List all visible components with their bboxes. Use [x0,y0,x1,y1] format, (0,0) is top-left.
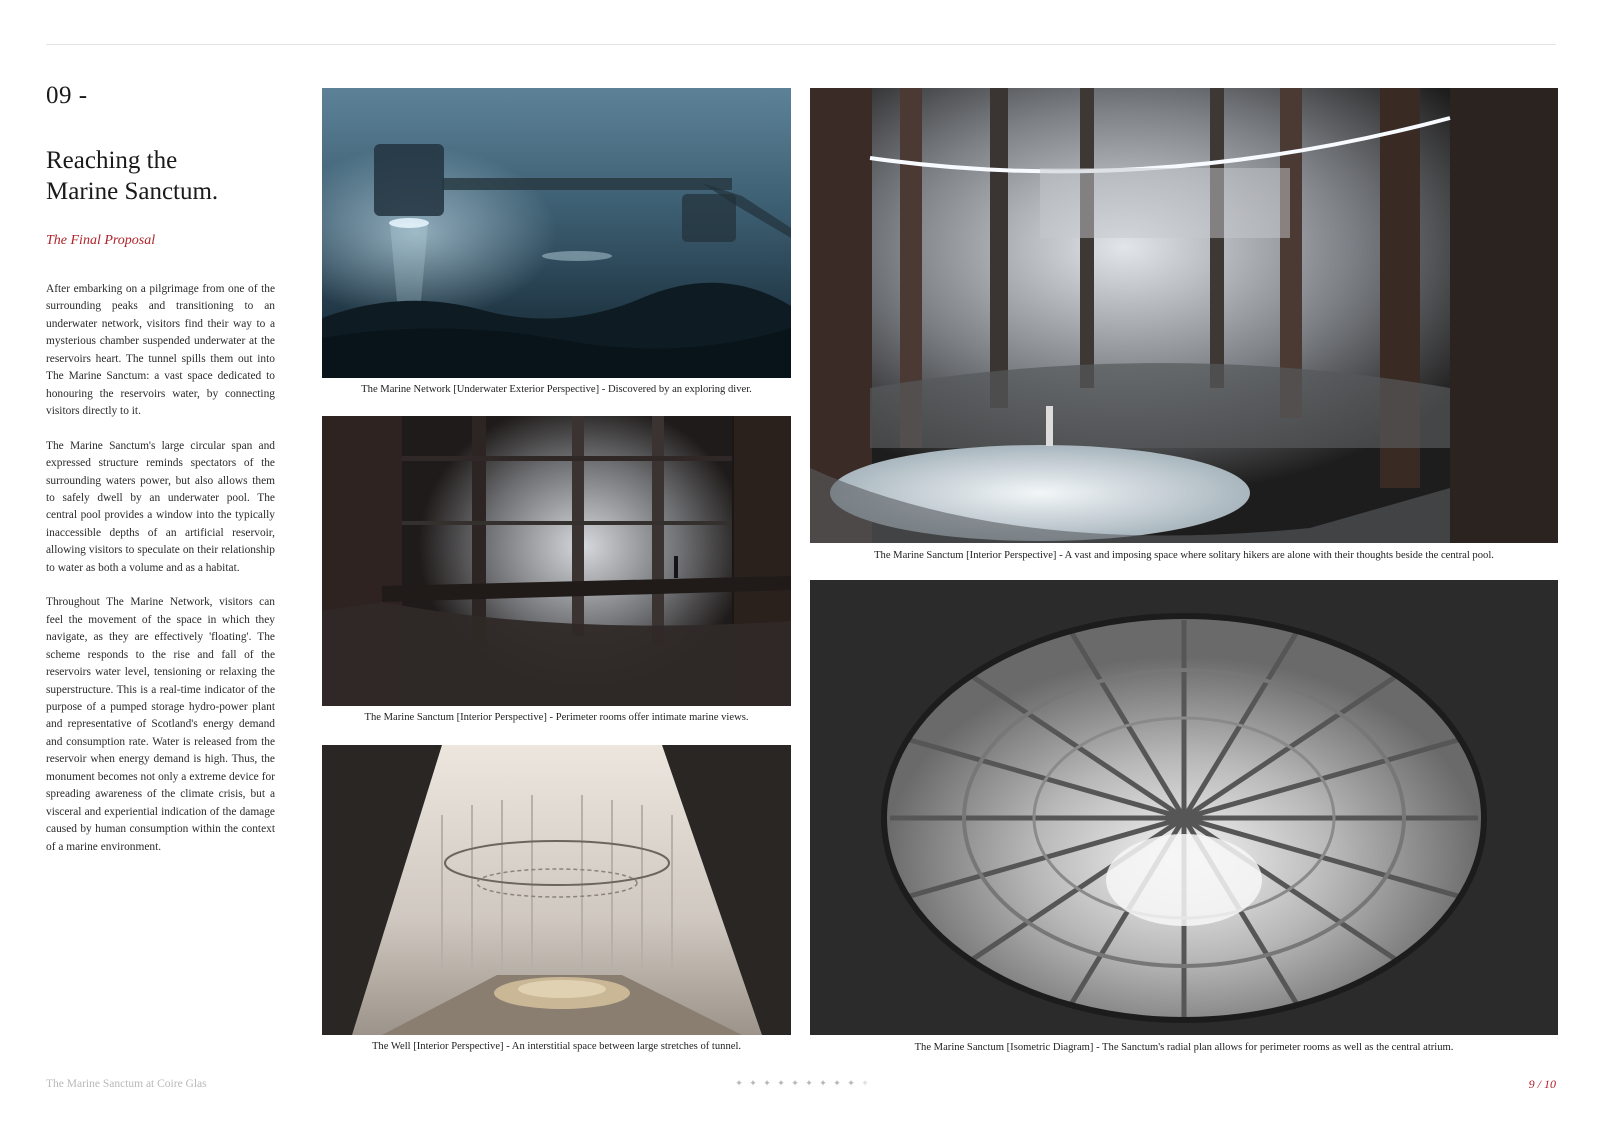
page-dot[interactable]: ✦ [763,1079,771,1089]
page-dot[interactable]: ✦ [833,1079,841,1089]
the-well-image [322,745,791,1035]
caption-perimeter: The Marine Sanctum [Interior Perspective] - Perimeter rooms offer intimate marine views. [364,712,749,723]
title-line-1: Reaching the [46,147,178,174]
paragraph-2: The Marine Sanctum's large circular span and expressed structure reminds spectators of the surrounding waters power, but also allows them to safely dwell by an underwater pool. The central pool provides a window into the typically inaccessible depths of an artificial reservoir, allowing visitors to speculate on their relationship to water as both a volume and as a habitat. [46,439,275,574]
section-title [46,145,218,207]
caption-well: The Well [Interior Perspective] - An interstitial space between large stretches of tunnel. [371,1041,742,1052]
page-number: 9 / 10 [1528,1077,1556,1091]
page-dot[interactable]: ✦ [735,1079,743,1089]
section-number: 09 - [46,82,88,109]
paragraph-1: After embarking on a pilgrimage from one of the surrounding peaks and transitioning to an underwater network, visitors find their way to a mysterious chamber suspended underwater at the reservoirs heart. The tunnel spills them out into The Marine Sanctum: a vast space dedicated to honouring the reservoirs water, by connecting visitors directly to it. [46,283,275,418]
page-dot[interactable]: ✦ [819,1079,827,1089]
sanctum-interior-image [810,88,1558,543]
figure-isometric-diagram [810,580,1558,1060]
paragraph-3: Throughout The Marine Network, visitors can feel the movement of the space in which they navigate, as they are effectively 'floating'. The scheme responds to the rise and fall of the reservoirs water level, tensioning or relaxing the superstructure. This is a real-time indicator of the purpose of a pumped storage hydro-power plant and representative of Scotland's energy demand and consumption rate. Water is released from the reservoir when energy demand is high. Thus, the monument becomes not only a extreme device for spreading awareness of the climate crisis, but a visceral and experiential indication of the damage caused by human consumption within the context of a marine environment. [46,596,275,853]
underwater-exterior-image [322,88,791,378]
figure-underwater-network [322,88,791,398]
page-dot[interactable]: ✦ [805,1079,813,1089]
top-divider [46,44,1556,45]
title-line-2: Marine Sanctum. [46,178,219,205]
page-dot[interactable]: ✦ [791,1079,799,1089]
caption-underwater: The Marine Network [Underwater Exterior Perspective] - Discovered by an exploring diver. [361,384,752,395]
section-subtitle: The Final Proposal [46,233,156,248]
page-dot[interactable]: ✦ [777,1079,785,1089]
figure-perimeter-rooms [322,416,791,728]
figure-the-well [322,745,791,1057]
page-dot[interactable]: ✦ [861,1079,869,1089]
perimeter-rooms-image [322,416,791,706]
page-dots [735,1080,869,1088]
project-title-footer: The Marine Sanctum at Coire Glas [46,1078,207,1090]
body-text [46,281,275,873]
caption-isometric: The Marine Sanctum [Isometric Diagram] - The Sanctum's radial plan allows for perimeter rooms as well as the central atrium. [914,1042,1454,1053]
figure-sanctum-interior [810,88,1558,566]
isometric-diagram-image [810,580,1558,1035]
caption-sanctum: The Marine Sanctum [Interior Perspective] - A vast and imposing space where solitary hikers are alone with their thoughts beside the central pool. [874,550,1494,561]
page-dot[interactable]: ✦ [749,1079,757,1089]
page-dot-current[interactable]: ✦ [847,1079,855,1089]
